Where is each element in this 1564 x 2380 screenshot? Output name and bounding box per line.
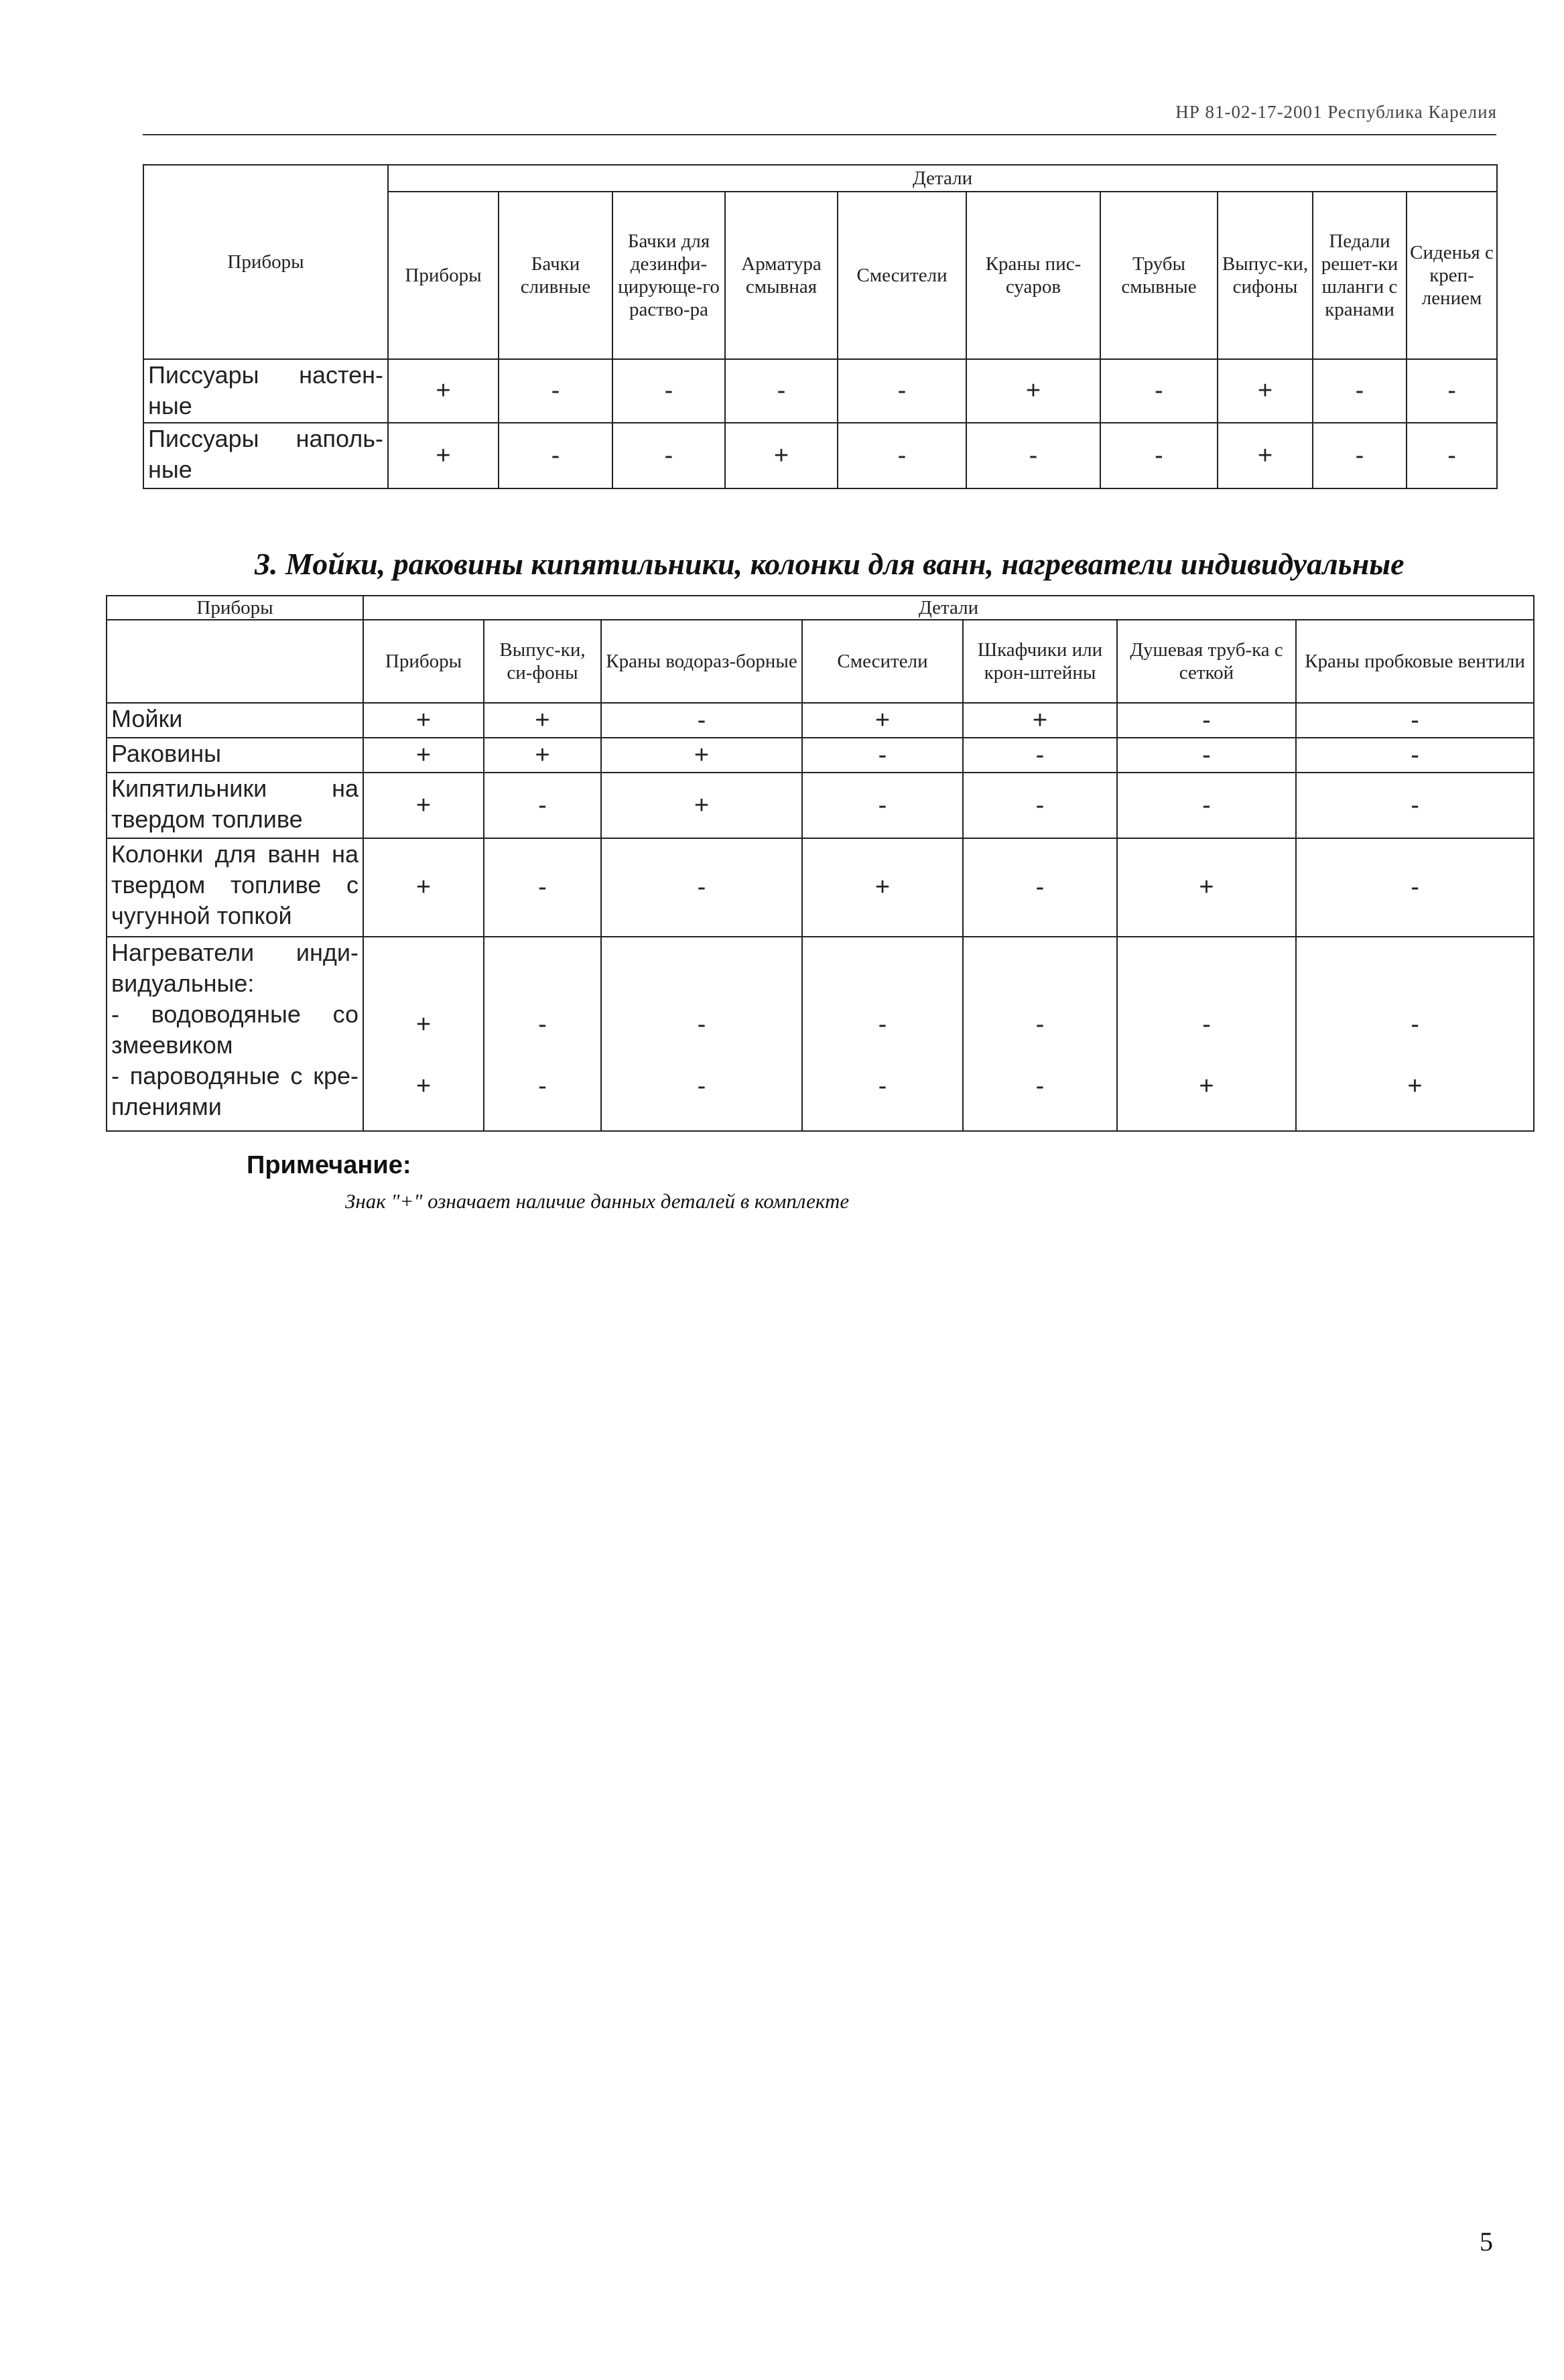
cell: -: [1117, 773, 1296, 838]
cell: +: [802, 838, 963, 937]
cell: +: [963, 703, 1117, 738]
table1-corner: Приборы: [143, 165, 388, 359]
cell: -: [697, 1010, 706, 1039]
cell: -: [601, 703, 802, 738]
cell-stack: [363, 937, 484, 1131]
cell: +: [363, 738, 484, 773]
table1-col-header: Бачки сливные: [499, 192, 612, 359]
cell: +: [1218, 359, 1313, 423]
cell: -: [612, 359, 725, 423]
row-label: Мойки: [107, 703, 363, 738]
cell: +: [966, 359, 1100, 423]
cell: +: [363, 703, 484, 738]
document-code: НР 81-02-17-2001 Республика Карелия: [1175, 102, 1497, 122]
cell: -: [878, 1010, 887, 1039]
table2-col-header: Душевая труб-ка с сеткой: [1117, 620, 1296, 703]
cell: +: [363, 838, 484, 937]
cell: -: [538, 1010, 547, 1039]
cell-stack: [963, 937, 1117, 1131]
cell: -: [538, 1072, 547, 1100]
cell: +: [388, 359, 499, 423]
table2-col-header: Краны водораз-борные: [601, 620, 802, 703]
cell-stack: [1117, 937, 1296, 1131]
cell: -: [878, 1072, 887, 1100]
cell: +: [363, 773, 484, 838]
cell: +: [1407, 1072, 1423, 1100]
table-row: [107, 738, 1534, 773]
row-label: Кипятильники на твердом топливе: [107, 773, 363, 838]
cell: -: [601, 838, 802, 937]
cell: +: [1117, 838, 1296, 937]
heaters-label: Нагреватели инди-видуальные:: [111, 939, 359, 997]
cell: +: [601, 773, 802, 838]
table1-col-header: Сиденья с креп-лением: [1407, 192, 1497, 359]
section-title: 3. Мойки, раковины кипятильники, колонки для ванн, нагреватели индивидуальные: [255, 547, 1405, 581]
table2-col-header: Приборы: [363, 620, 484, 703]
cell: -: [1117, 703, 1296, 738]
cell: -: [838, 359, 966, 423]
table2-col-header: Краны пробковые вентили: [1296, 620, 1534, 703]
row-label: Раковины: [107, 738, 363, 773]
cell: -: [1035, 1010, 1045, 1039]
row-label: Писсуары настен-ные: [143, 359, 388, 423]
table-row: [107, 773, 1534, 838]
table1-group-header: Детали: [388, 165, 1497, 192]
note-title: Примечание:: [247, 1151, 411, 1179]
cell: -: [612, 423, 725, 488]
cell-stack: [1296, 937, 1534, 1131]
row-label: Колонки для ванн на твердом топливе с чугунной топкой: [107, 838, 363, 937]
table1-col-header: Смесители: [838, 192, 966, 359]
row-label-heaters: [107, 937, 363, 1131]
cell: +: [725, 423, 838, 488]
cell: -: [963, 773, 1117, 838]
table-row: [107, 703, 1534, 738]
cell: +: [802, 703, 963, 738]
cell: +: [388, 423, 499, 488]
cell: -: [1313, 359, 1407, 423]
cell: +: [1218, 423, 1313, 488]
table1-col-header: Трубы смывные: [1100, 192, 1218, 359]
cell: -: [725, 359, 838, 423]
cell: +: [415, 1010, 432, 1039]
cell: +: [1199, 1072, 1214, 1100]
table1-col-header: Педали решет-ки шланги с кранами: [1313, 192, 1407, 359]
table-row: [107, 937, 1534, 1131]
table2-col-header: Шкафчики или крон-штейны: [963, 620, 1117, 703]
cell: -: [499, 423, 612, 488]
cell-stack: [802, 937, 963, 1131]
cell: -: [1296, 838, 1534, 937]
table1-col-header: Краны пис-суаров: [966, 192, 1100, 359]
table2-group-header: Детали: [363, 596, 1534, 620]
table1-col-header: Арматура смывная: [725, 192, 838, 359]
cell: -: [484, 773, 601, 838]
cell: -: [802, 773, 963, 838]
cell: -: [802, 738, 963, 773]
cell: -: [1100, 423, 1218, 488]
cell: -: [963, 838, 1117, 937]
cell: -: [1296, 703, 1534, 738]
page-number: 5: [1480, 2227, 1493, 2257]
note-text: Знак "+" означает наличие данных деталей в комплекте: [345, 1189, 850, 1213]
heaters-sub-label: - водоводяные со змеевиком: [111, 1000, 359, 1059]
cell: +: [415, 1072, 432, 1100]
table1-col-header: Выпус-ки, сифоны: [1218, 192, 1313, 359]
cell-stack: [601, 937, 802, 1131]
table-row: [143, 423, 1497, 488]
table2-col-header: Выпус-ки, си-фоны: [484, 620, 601, 703]
cell: -: [1407, 359, 1497, 423]
cell: -: [963, 738, 1117, 773]
cell: -: [484, 838, 601, 937]
table2-corner: Приборы: [107, 596, 363, 620]
cell: -: [1100, 359, 1218, 423]
cell: -: [1202, 1010, 1211, 1039]
urinals-table: [143, 164, 1498, 489]
cell: -: [1117, 738, 1296, 773]
cell: -: [838, 423, 966, 488]
cell: -: [1296, 773, 1534, 838]
cell: -: [966, 423, 1100, 488]
table-row: [107, 838, 1534, 937]
cell: +: [601, 738, 802, 773]
cell-stack: [484, 937, 601, 1131]
table2-col-header: Смесители: [802, 620, 963, 703]
cell: -: [1313, 423, 1407, 488]
cell: -: [1411, 1010, 1419, 1039]
cell: +: [484, 738, 601, 773]
cell: -: [1407, 423, 1497, 488]
cell: -: [1296, 738, 1534, 773]
cell: +: [484, 703, 601, 738]
table1-col-header: Приборы: [388, 192, 499, 359]
table-row: [143, 359, 1497, 423]
cell: -: [499, 359, 612, 423]
heaters-sub-label: - пароводяные с кре-плениями: [111, 1062, 359, 1120]
cell: -: [697, 1072, 706, 1100]
cell: -: [1035, 1072, 1045, 1100]
header-rule: [143, 134, 1496, 135]
sinks-table: [106, 595, 1535, 1132]
row-label: Писсуары наполь-ные: [143, 423, 388, 488]
table2-corner-empty: [107, 620, 363, 703]
table1-col-header: Бачки для дезинфи-цирующе-го раство-ра: [612, 192, 725, 359]
